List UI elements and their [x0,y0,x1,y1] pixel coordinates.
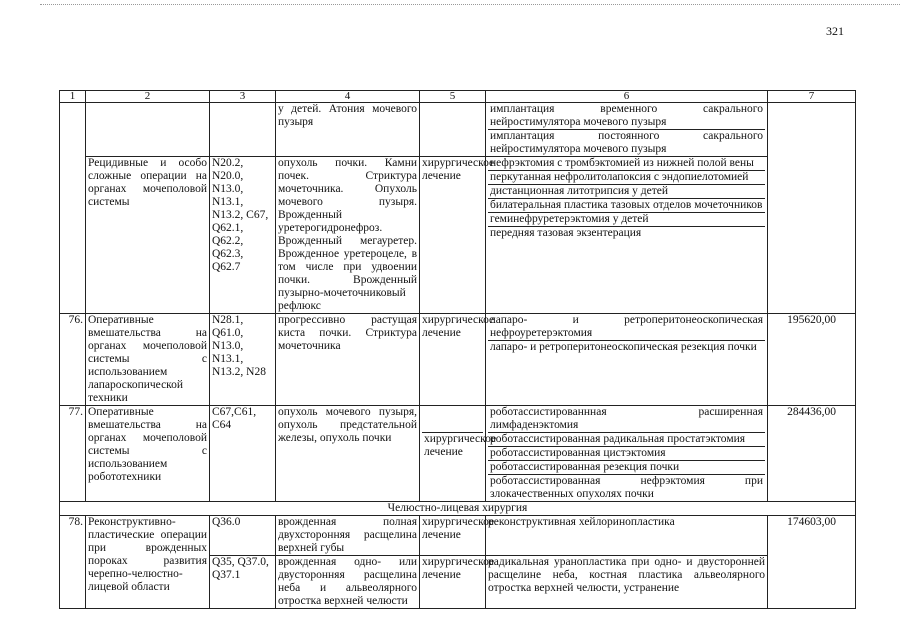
treatment-cell: хирургическое лечение [420,516,486,556]
method-item: лапаро- и ретроперитонеоскопическая резекция почки [490,341,757,353]
col-header-4: 4 [276,91,420,103]
row-number-cell: 77. [60,406,86,502]
group-name-cell: Оперативные вмешательства на органах мочеполовой системы с использованием робототехники [86,406,210,502]
treatment-cell [420,103,486,157]
col-header-2: 2 [86,91,210,103]
method-item: перкутанная нефролитолапоксия с эндопиелотомией [488,171,765,185]
price-cell: 284436,00 [768,406,856,502]
price-cell [768,103,856,314]
col-header-3: 3 [210,91,276,103]
method-item: роботассистированная цистэктомия [488,447,765,461]
treatment-cell: хирургическое лечение [420,314,486,406]
codes-cell: Q36.0 [210,516,276,556]
group-name-cell: Реконструктивно-пластические операции при врожденных пороках развития черепно-челюстно-лицевой области [86,516,210,609]
row-number-cell: 76. [60,314,86,406]
table-row [60,103,856,157]
scan-top-edge [40,4,900,5]
method-item: имплантация постоянного сакрального нейростимулятора мочевого пузыря [490,130,763,155]
page-number: 321 [826,24,844,38]
treatment-cell: хирургическое лечение [420,556,486,609]
method-item: имплантация временного сакрального нейростимулятора мочевого пузыря [490,103,763,128]
section-row [60,502,856,516]
method-item: передняя тазовая экзентерация [490,227,642,239]
codes-cell [210,103,276,157]
treatment-cell: хирургическое лечение [420,157,486,314]
method-item: нефрэктомия с тромбэктомией из нижней полой вены [488,157,765,171]
col-header-1: 1 [60,91,86,103]
method-item: роботассистированная резекция почки [488,461,765,475]
methods-cell [486,314,768,406]
disease-cell: опухоль почки. Камни почек. Стриктура мочеточника. Опухоль мочевого пузыря. Врожденный уретерогидронефроз. Врожденный мегауретер. Врожденное уретероцеле, в том числе при удвоении почки. Врожденный пузырно-мочеточниковый рефлюкс [276,157,420,314]
table-row [60,516,856,556]
col-header-5: 5 [420,91,486,103]
blank-subcell [422,406,483,433]
table-row [60,406,856,502]
method-item: геминефруретерэктомия у детей [488,213,765,227]
disease-cell: у детей. Атония мочевого пузыря [276,103,420,157]
methods-cell [486,406,768,502]
method-item: дистанционная литотрипсия у детей [488,185,765,199]
col-header-7: 7 [768,91,856,103]
procedure-table [59,90,856,609]
disease-cell: врожденная одно- или двусторонняя расщелина неба и альвеолярного отростка верхней челюсти [276,556,420,609]
row-number-cell [60,103,86,314]
group-name-cell: Оперативные вмешательства на органах мочеполовой системы с использованием лапароскопической техники [86,314,210,406]
methods-cell [486,103,768,157]
table-row [60,314,856,406]
treatment-cell [420,406,497,502]
group-name-cell [86,103,210,157]
method-item: реконструктивная хейлоринопластика [486,516,768,556]
method-item: роботассистированная нефрэктомия при злокачественных опухолях почки [490,475,763,500]
table-row [60,157,856,314]
header-row [60,91,856,103]
disease-cell: опухоль мочевого пузыря, опухоль предстательной железы, опухоль почки [276,406,420,502]
codes-cell: N20.2, N20.0, N13.0, N13.1, N13.2, C67, Q62.1, Q62.2, Q62.3, Q62.7 [210,157,276,314]
method-item: роботассистированнная расширенная лимфаденэктомия [490,406,763,431]
price-cell: 195620,00 [768,314,856,406]
row-number-cell: 78. [60,516,86,609]
methods-cell [486,157,768,314]
codes-cell: Q35, Q37.0, Q37.1 [210,556,276,609]
method-item: лапаро- и ретроперитонеоскопическая нефроуретерэктомия [490,314,763,339]
disease-cell: врожденная полная двухсторонняя расщелина верхней губы [276,516,420,556]
method-item: роботассистированная радикальная простатэктомия [488,433,765,447]
method-item: радикальная уранопластика при одно- и двусторонней расщелине неба, костная пластика альвеолярного отростка верхней челюсти, устранение [486,556,768,609]
col-header-6: 6 [486,91,768,103]
disease-cell: прогрессивно растущая киста почки. Стриктура мочеточника [276,314,420,406]
codes-cell: C67,C61, C64 [210,406,276,502]
section-title: Челюстно-лицевая хирургия [60,502,856,516]
group-name-cell: Рецидивные и особо сложные операции на органах мочеполовой системы [86,157,210,314]
price-cell: 174603,00 [768,516,856,609]
method-item: билатеральная пластика тазовых отделов мочеточников [488,199,765,213]
codes-cell: N28.1, Q61.0, N13.0, N13.1, N13.2, N28 [210,314,276,406]
treatment-text: хирургическое лечение [424,433,497,458]
